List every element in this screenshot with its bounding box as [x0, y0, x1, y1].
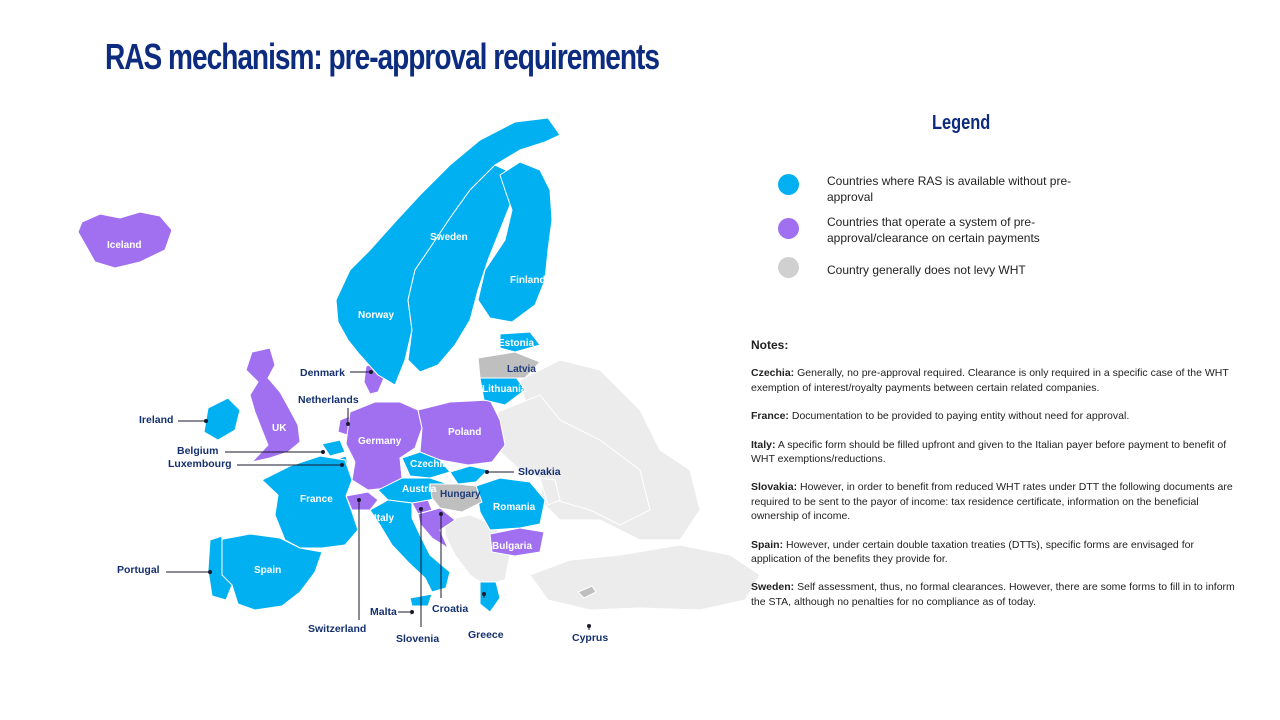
note-text: However, under certain double taxation treaties (DTTs), specific forms are envisaged for application of the benefits they provide for. — [751, 538, 1194, 566]
notes-heading: Notes: — [751, 338, 789, 352]
label-netherlands: Netherlands — [298, 394, 359, 406]
note-italy — [751, 438, 1243, 467]
note-text: A specific form should be filled upfront and given to the Italian payer before payment to benefit of WHT exemptions/reductions. — [751, 438, 1227, 466]
label-hungary: Hungary — [440, 489, 481, 500]
note-czechia — [751, 366, 1243, 395]
note-slovakia — [751, 480, 1243, 523]
label-luxembourg: Luxembourg — [168, 458, 232, 470]
label-portugal: Portugal — [117, 564, 160, 576]
country-belgium — [322, 440, 345, 456]
note-country: Sweden: — [751, 581, 795, 594]
note-text: Documentation to be provided to paying entity without need for approval. — [788, 410, 1130, 423]
label-romania: Romania — [493, 502, 536, 513]
label-malta: Malta — [370, 606, 397, 618]
legend-item-no-wht — [778, 257, 1118, 281]
label-germany: Germany — [358, 436, 402, 447]
country-slovakia — [450, 466, 488, 484]
label-uk: UK — [272, 423, 287, 434]
legend-swatch-grey — [778, 257, 799, 278]
label-spain: Spain — [254, 565, 282, 576]
label-switzerland: Switzerland — [308, 623, 367, 635]
label-belgium: Belgium — [177, 445, 219, 457]
label-ireland: Ireland — [139, 414, 174, 426]
page-title: RAS mechanism: pre-approval requirements — [105, 36, 659, 77]
note-text: Generally, no pre-approval required. Clearance is only required in a specific case of the WHT exemption of interest/royalty payments between certain related companies. — [751, 367, 1229, 394]
label-estonia: Estonia — [498, 338, 535, 349]
note-text: However, in order to benefit from reduced WHT rates under DTT the following documents are required to be sent to the payor of income: tax residence certificate, information on the beneficial ownership of income. — [751, 481, 1233, 523]
label-france: France — [300, 494, 333, 505]
legend-title: Legend — [932, 112, 991, 134]
legend-swatch-purple — [778, 218, 799, 239]
country-ireland — [204, 398, 240, 440]
label-bulgaria: Bulgaria — [492, 541, 533, 552]
label-slovakia: Slovakia — [518, 466, 561, 478]
label-poland: Poland — [448, 427, 482, 438]
label-italy: Italy — [374, 513, 395, 524]
note-spain — [751, 538, 1243, 567]
country-greece — [480, 582, 500, 612]
land-turkey — [530, 545, 760, 610]
country-switzerland — [346, 492, 378, 510]
legend-swatch-blue — [778, 174, 799, 195]
label-slovenia: Slovenia — [396, 633, 440, 645]
note-text: Self assessment, thus, no formal clearances. However, there are some forms to fill in to inform the STA, although no penalties for no compliance as of today. — [751, 581, 1235, 608]
label-lithuania: Lithuania — [482, 384, 527, 395]
notes-panel — [751, 338, 1243, 623]
label-latvia: Latvia — [507, 364, 536, 375]
note-country: Italy: — [751, 438, 776, 451]
label-czechia: Czechia — [410, 459, 448, 470]
note-france — [751, 409, 1243, 423]
label-austria: Austria — [402, 484, 437, 495]
note-sweden — [751, 580, 1243, 609]
note-country: Spain: — [751, 538, 784, 551]
label-cyprus: Cyprus — [572, 632, 609, 644]
country-uk — [246, 348, 300, 462]
legend-label: Country generally does not levy WHT — [827, 263, 1026, 277]
label-finland: Finland — [510, 275, 546, 286]
label-sweden: Sweden — [430, 232, 468, 243]
label-iceland: Iceland — [107, 240, 142, 251]
legend-item-ras-available — [778, 174, 1118, 210]
legend-label: Countries that operate a system of pre-approval/clearance on certain payments — [827, 215, 1040, 245]
note-country: France: — [751, 410, 789, 423]
note-country: Czechia: — [751, 367, 795, 380]
label-croatia: Croatia — [432, 603, 469, 615]
legend-item-pre-approval — [778, 215, 1118, 254]
note-country: Slovakia: — [751, 481, 798, 494]
legend-label: Countries where RAS is available without pre-approval — [827, 174, 1072, 204]
label-greece: Greece — [468, 629, 504, 641]
label-norway: Norway — [358, 310, 395, 321]
label-denmark: Denmark — [300, 367, 345, 379]
